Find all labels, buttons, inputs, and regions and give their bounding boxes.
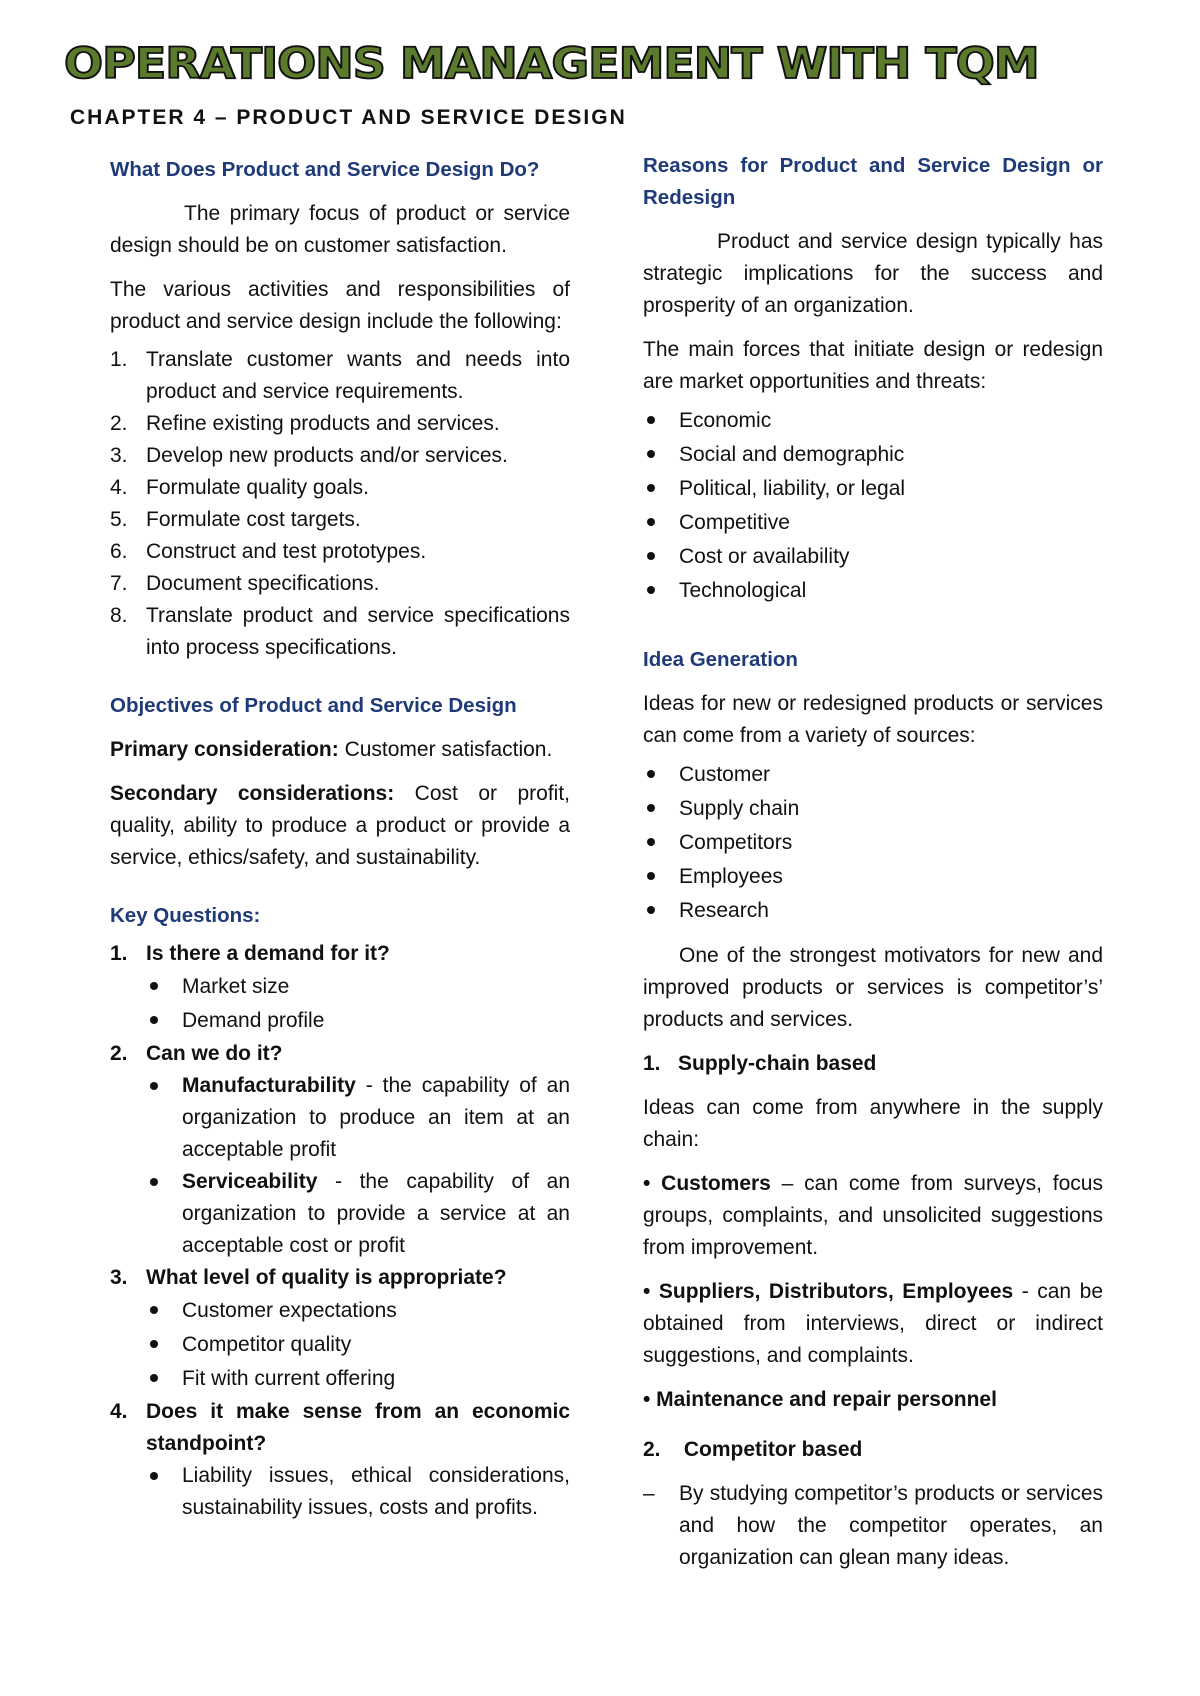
bullet-icon	[150, 982, 158, 990]
list-item: Demand profile	[146, 1004, 570, 1038]
competitor-heading: 2. Competitor based	[643, 1438, 863, 1461]
list-item: Research	[643, 894, 1103, 928]
list-item: Economic	[643, 404, 1103, 438]
list-item: 6. Construct and test prototypes.	[110, 540, 427, 563]
list-item: Social and demographic	[643, 438, 1103, 472]
bullet-icon	[150, 1374, 158, 1382]
key-questions-list	[110, 938, 570, 1524]
reasons-heading: Reasons for Product and Service Design or Redesign	[643, 154, 1103, 209]
bullet-icon	[647, 518, 655, 526]
bullet-icon	[647, 586, 655, 594]
list-item: 3. Develop new products and/or services.	[110, 444, 508, 467]
list-item: Competitor quality	[146, 1328, 570, 1362]
bullet-icon	[647, 450, 655, 458]
list-item: Cost or availability	[643, 540, 1103, 574]
list-item: 8. Translate product and service specifications into process specifications.	[110, 604, 570, 659]
primary-consideration: Primary consideration: Customer satisfaction.	[110, 738, 553, 761]
bullet-icon	[150, 1306, 158, 1314]
list-item: Serviceability - the capability of an organization to provide a service at an acceptable cost or profit	[146, 1166, 570, 1262]
main-title: OPERATIONS MANAGEMENT WITH TQM	[64, 38, 1039, 88]
list-item: Political, liability, or legal	[643, 472, 1103, 506]
bullet-icon	[647, 552, 655, 560]
bullet-icon	[150, 1178, 158, 1186]
question-item: 1. Is there a demand for it? Market size Demand profile	[110, 938, 570, 1038]
bullet-icon	[647, 838, 655, 846]
bullet-icon	[647, 906, 655, 914]
left-column	[110, 150, 570, 1524]
list-item: Competitive	[643, 506, 1103, 540]
list-item: Fit with current offering	[146, 1362, 570, 1396]
sources-list	[643, 758, 1103, 928]
question-sublist	[146, 1460, 570, 1524]
bullet-icon	[647, 484, 655, 492]
objectives-heading: Objectives of Product and Service Design	[110, 694, 517, 717]
bullet-icon	[647, 770, 655, 778]
question-sublist	[146, 1294, 570, 1396]
bullet-icon	[150, 1016, 158, 1024]
bullet-icon	[647, 416, 655, 424]
list-item: 5. Formulate cost targets.	[110, 508, 361, 531]
list-item: Technological	[643, 574, 1103, 608]
supply-chain-paragraph: Ideas can come from anywhere in the supply chain:	[643, 1096, 1103, 1151]
suppliers-item: • Suppliers, Distributors, Employees - can be obtained from interviews, direct or indirect suggestions, and complaints.	[643, 1280, 1104, 1367]
forces-list	[643, 404, 1103, 608]
list-item: Competitors	[643, 826, 1103, 860]
bullet-icon	[150, 1340, 158, 1348]
list-item: 1. Translate customer wants and needs into product and service requirements.	[110, 348, 570, 403]
list-item: Supply chain	[643, 792, 1103, 826]
dash-marker: –	[643, 1482, 655, 1505]
list-item: 4. Formulate quality goals.	[110, 476, 369, 499]
question-item: 3. What level of quality is appropriate? Customer expectations Competitor quality Fit with current offering	[110, 1262, 570, 1396]
secondary-considerations: Secondary considerations: Cost or profit, quality, ability to produce a product or provide a service, ethics/safety, and sustainability.	[110, 782, 570, 869]
idea-generation-heading: Idea Generation	[643, 648, 798, 671]
reasons-paragraph-2: The main forces that initiate design or redesign are market opportunities and threats:	[643, 338, 1103, 393]
list-item: 7. Document specifications.	[110, 572, 380, 595]
list-item: Customer expectations	[146, 1294, 570, 1328]
what-heading: What Does Product and Service Design Do?	[110, 158, 540, 181]
maintenance-item: • Maintenance and repair personnel	[643, 1388, 997, 1411]
what-paragraph-1: The primary focus of product or service design should be on customer satisfaction.	[110, 202, 570, 257]
bullet-icon	[150, 1082, 158, 1090]
question-item: 2. Can we do it? Manufacturability - the capability of an organization to produce an item at an acceptable profit Serviceability - the capability of an organization to provide a service at an acceptable cost or profit	[110, 1038, 570, 1262]
list-item: Employees	[643, 860, 1103, 894]
idea-paragraph-2: One of the strongest motivators for new and improved products or services is competitor’s’ products and services.	[643, 944, 1103, 1031]
question-sublist	[146, 1070, 570, 1262]
key-questions-heading: Key Questions:	[110, 904, 261, 927]
right-column	[643, 150, 1103, 1574]
question-sublist	[146, 970, 570, 1038]
list-item: 2. Refine existing products and services.	[110, 412, 500, 435]
reasons-paragraph-1: Product and service design typically has strategic implications for the success and prosperity of an organization.	[643, 230, 1103, 317]
chapter-title: CHAPTER 4 – PRODUCT AND SERVICE DESIGN	[70, 106, 627, 129]
list-item: Market size	[146, 970, 570, 1004]
customers-item: • Customers – can come from surveys, focus groups, complaints, and unsolicited suggestions from improvement.	[643, 1172, 1103, 1259]
competitor-item: – By studying competitor’s products or services and how the competitor operates, an organization can glean many ideas.	[643, 1478, 1103, 1574]
list-item: Liability issues, ethical considerations, sustainability issues, costs and profits.	[146, 1460, 570, 1524]
activities-list	[110, 344, 570, 664]
what-paragraph-2: The various activities and responsibilities of product and service design include the following:	[110, 278, 570, 333]
bullet-icon	[647, 804, 655, 812]
question-item: 4. Does it make sense from an economic standpoint? Liability issues, ethical considerations, sustainability issues, costs and profits.	[110, 1396, 570, 1524]
list-item: Customer	[643, 758, 1103, 792]
idea-paragraph-1: Ideas for new or redesigned products or services can come from a variety of sources:	[643, 692, 1103, 747]
list-item: Manufacturability - the capability of an organization to produce an item at an acceptable profit	[146, 1070, 570, 1166]
supply-chain-heading: 1. Supply-chain based	[643, 1052, 877, 1075]
bullet-icon	[150, 1472, 158, 1480]
bullet-icon	[647, 872, 655, 880]
